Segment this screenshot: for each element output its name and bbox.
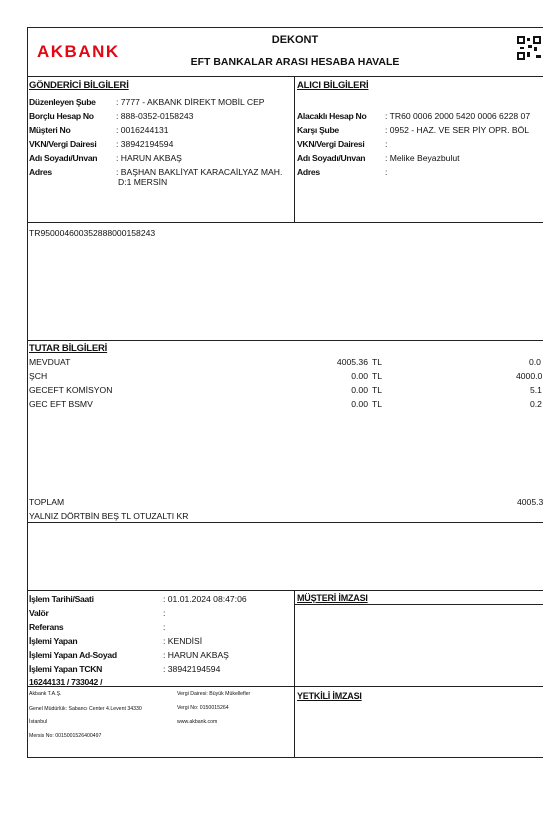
performed-by-value: : KENDİSİ [163, 636, 203, 646]
receiver-name-label: Adı Soyadı/Unvan [297, 153, 366, 163]
sender-address-value: : BAŞHAN BAKLİYAT KARACAİLYAZ MAH. [116, 167, 283, 177]
document-subtitle: EFT BANKALAR ARASI HESABA HAVALE [190, 56, 400, 68]
amount-extra: 5.1 [530, 385, 542, 395]
amount-name: MEVDUAT [29, 357, 71, 367]
reference-label: Referans [29, 622, 64, 632]
performer-tckn-value: : 38942194594 [163, 664, 221, 674]
footer-city: İstanbul [29, 719, 48, 725]
receiver-branch-value: : 0952 - HAZ. VE SER PİY OPR. BÖL [385, 125, 530, 135]
receiver-heading: ALICI BİLGİLERİ [297, 80, 369, 91]
sender-address-line2: D:1 MERSİN [118, 177, 168, 187]
amount-extra: 4000.0 [516, 371, 543, 381]
footer-website: www.akbank.com [177, 719, 218, 725]
total-value: 4005.3 [517, 497, 543, 507]
amount-currency: TL [372, 357, 383, 367]
receiver-tax-label: VKN/Vergi Dairesi [297, 139, 365, 149]
amount-currency: TL [372, 385, 383, 395]
amount-currency: TL [372, 371, 383, 381]
receiver-name-value: : Melike Beyazbulut [385, 153, 460, 163]
total-in-words: YALNIZ DÖRTBİN BEŞ TL OTUZALTI KR [29, 511, 189, 521]
footer-mersis: Mersis No: 0015001526400497 [29, 733, 102, 739]
footer-hq: Genel Müdürlük: Sabancı Center 4.Levent 34330 [29, 706, 142, 712]
amounts-heading: TUTAR BİLGİLERİ [29, 343, 108, 354]
receiver-tax-value: : [385, 139, 388, 149]
sender-branch-value: : 7777 - AKBANK DİREKT MOBİL CEP [116, 97, 265, 107]
footer-company: Akbank T.A.Ş. [29, 691, 62, 697]
receiver-address-value: : [385, 167, 388, 177]
performer-tckn-label: İşlemi Yapan TCKN [29, 664, 103, 674]
akbank-logo: AKBANK [37, 42, 120, 61]
reference-line: 16244131 / 733042 / [29, 677, 103, 687]
sender-tax-label: VKN/Vergi Dairesi [29, 139, 97, 149]
authorized-signature-heading: YETKİLİ İMZASI [297, 691, 362, 701]
amount-name: GEC EFT BSMV [29, 399, 93, 409]
sender-customer-no-value: : 0016244131 [116, 125, 169, 135]
transaction-date-label: İşlem Tarihi/Saati [29, 594, 94, 604]
receiver-address-label: Adres [297, 167, 320, 177]
footer-tax-office: Vergi Dairesi: Büyük Mükellefler [177, 691, 251, 697]
valor-label: Valör [29, 608, 49, 618]
sender-tax-value: : 38942194594 [116, 139, 174, 149]
document-title: DEKONT [271, 34, 319, 46]
amount-value: 0.00 [351, 385, 368, 395]
transaction-date-value: : 01.01.2024 08:47:06 [163, 594, 247, 604]
customer-signature-heading: MÜŞTERİ İMZASI [297, 593, 368, 603]
sender-name-value: : HARUN AKBAŞ [116, 153, 182, 163]
transaction-description: TR950004600352888000158243 [29, 228, 156, 238]
valor-value: : [163, 608, 166, 618]
reference-value: : [163, 622, 166, 632]
sender-account-value: : 888-0352-0158243 [116, 111, 194, 121]
amount-extra: 0.2 [530, 399, 542, 409]
footer-tax-no: Vergi No: 0150015264 [177, 705, 229, 711]
sender-heading: GÖNDERİCİ BİLGİLERİ [29, 80, 129, 91]
performer-name-value: : HARUN AKBAŞ [163, 650, 229, 660]
amount-currency: TL [372, 399, 383, 409]
total-label: TOPLAM [29, 497, 65, 507]
performed-by-label: İşlemi Yapan [29, 636, 78, 646]
receiver-account-label: Alacaklı Hesap No [297, 111, 367, 121]
amount-extra: 0.0 [529, 357, 541, 367]
performer-name-label: İşlemi Yapan Ad-Soyad [29, 650, 117, 660]
amount-value: 4005.36 [336, 357, 368, 367]
amount-name: ŞCH [29, 371, 48, 381]
sender-address-label: Adres [29, 167, 52, 177]
receiver-account-value: : TR60 0006 2000 5420 0006 6228 07 [385, 111, 531, 121]
receiver-branch-label: Karşı Şube [297, 125, 339, 135]
sender-account-label: Borçlu Hesap No [29, 111, 94, 121]
sender-name-label: Adı Soyadı/Unvan [29, 153, 98, 163]
amount-name: GECEFT KOMİSYON [29, 385, 113, 395]
sender-customer-no-label: Müşteri No [29, 125, 71, 135]
sender-branch-label: Düzenleyen Şube [29, 97, 96, 107]
amount-value: 0.00 [351, 399, 368, 409]
amount-value: 0.00 [351, 371, 368, 381]
